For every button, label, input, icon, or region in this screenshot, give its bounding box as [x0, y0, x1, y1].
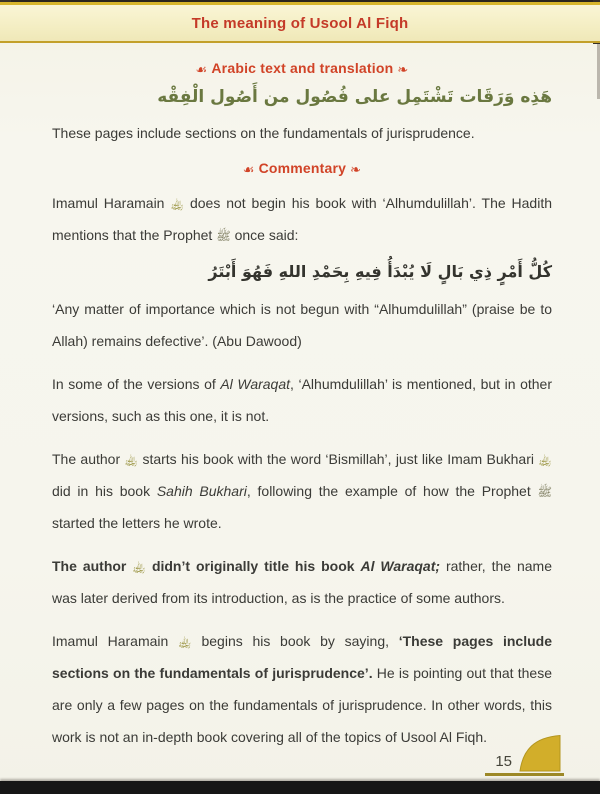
scan-edge-bottom	[0, 781, 600, 794]
honorific-icon: ﵀	[124, 450, 139, 468]
page-number: 15	[495, 753, 512, 770]
paragraph: ‘Any matter of importance which is not begun with “Alhumdulillah” (praise be to Allah) remains defective’. (Abu Dawood)	[52, 301, 552, 349]
section-heading-arabic-translation	[52, 60, 552, 77]
paragraph: The author ﵀ starts his book with the word ‘Bismillah’, just like Imam Bukhari ﵀ did in his book Sahih Bukhari, following the example of how the Prophet ﷺ started the letters he wrote.	[52, 450, 552, 531]
page-corner-swoosh-icon	[519, 734, 563, 772]
paragraph: In some of the versions of Al Waraqat, ‘Alhumdulillah’ is mentioned, but in other versions, such as this one, it is not.	[52, 376, 552, 424]
translation-paragraph: These pages include sections on the fundamentals of jurisprudence.	[52, 125, 475, 141]
honorific-icon: ﷺ	[216, 229, 231, 243]
honorific-icon: ﷺ	[537, 485, 552, 499]
floral-ornament-right-icon: ❧	[350, 163, 362, 178]
section-heading-commentary	[52, 160, 552, 177]
section-heading-label: Commentary	[258, 160, 347, 176]
page-footer	[485, 734, 564, 776]
paragraph: The author ﵀ didn’t originally title his book Al Waraqat; rather, the name was later derived from its introduction, as is the practice of some authors.	[52, 557, 552, 606]
honorific-icon: ﵀	[538, 450, 552, 468]
floral-ornament-left-icon: ☙	[242, 163, 255, 178]
arabic-hadith-line: كُلُّ أَمْرٍ ذِي بَالٍ لَا يُبْدَأُ فِيهِ بِحَمْدِ اللهِ فَهُوَ أَبْتَرُ	[208, 262, 552, 281]
honorific-icon: ﵀	[170, 194, 185, 212]
floral-ornament-right-icon: ❧	[397, 63, 409, 78]
paragraph: Imamul Haramain ﵀ does not begin his book with ‘Alhumdulillah’. The Hadith mentions that the Prophet ﷺ once said:	[52, 194, 552, 243]
floral-ornament-left-icon: ☙	[195, 63, 208, 78]
arabic-matn-line: هَذِه وَرَقَات تَشْتَمِل على فُصُول من أَصُول الْفِقْه	[157, 87, 552, 107]
chapter-title: The meaning of Usool Al Fiqh	[191, 14, 409, 32]
paragraph: Imamul Haramain ﵀ begins his book by saying, ‘These pages include sections on the fundamentals of jurisprudence’. He is pointing out that these are only a few pages on the fundamentals of jurisprudence. In other words, this work is not an in-depth book covering all of the topics of Usool Al Fiqh.	[52, 632, 552, 745]
page-content	[52, 52, 552, 753]
honorific-icon: ﵀	[178, 632, 192, 650]
section-heading-label: Arabic text and translation	[211, 60, 394, 76]
honorific-icon: ﵀	[132, 557, 147, 575]
page-header-banner	[0, 2, 600, 43]
